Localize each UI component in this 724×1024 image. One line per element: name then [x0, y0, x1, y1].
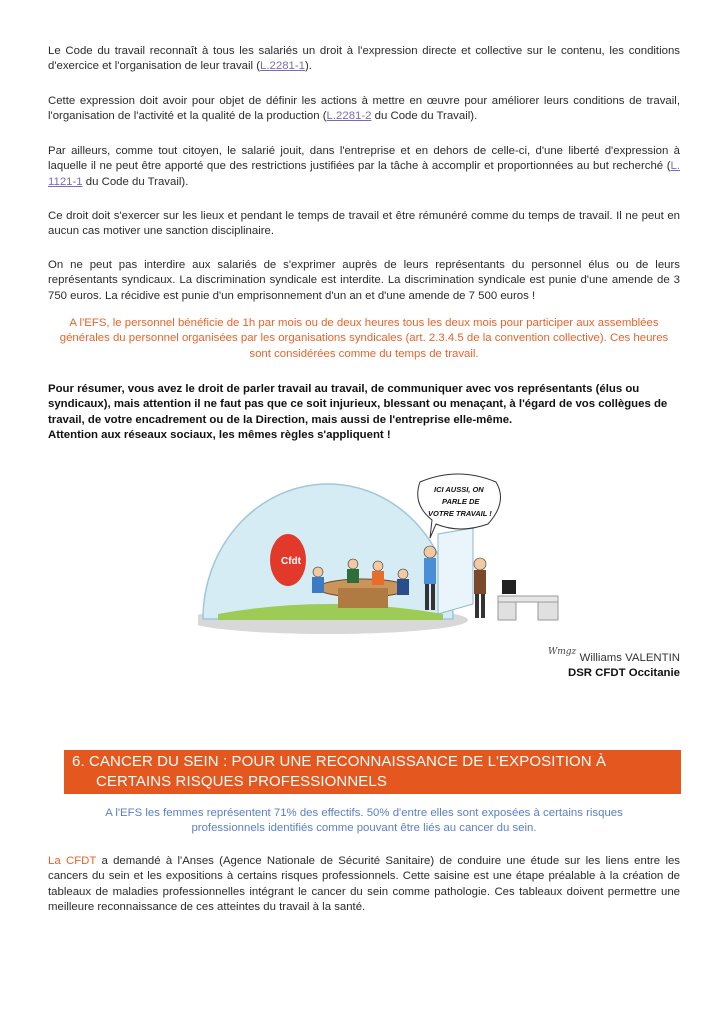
- person-icon: [424, 558, 436, 584]
- paragraph-expression-purpose: Cette expression doit avoir pour objet de définir les actions à mettre en œuvre pour améliorer leurs conditions de travail, l'organisation de l'activité et la qualité de la production (L.2281-2 du Code du Travail).: [48, 95, 680, 123]
- link-l1121-1[interactable]: L. 1121-1: [48, 160, 680, 188]
- person-icon: [347, 569, 359, 583]
- speech-bubble-text: ICI AUSSI, ON PARLE DE VOTRE TRAVAIL !: [428, 485, 492, 518]
- person-icon: [397, 579, 409, 595]
- person-icon: [312, 577, 324, 593]
- section-6-title-line-2: CERTAINS RISQUES PROFESSIONNELS: [96, 773, 387, 790]
- author-role: DSR CFDT Occitanie: [567, 667, 680, 679]
- summary-paragraph: [48, 382, 680, 444]
- link-l2281-2[interactable]: L.2281-2: [326, 110, 372, 123]
- efs-hours-note: A l'EFS, le personnel bénéficie de 1h par mois ou de deux heures tous les deux mois pour participer aux assemblées générales du personnel organisées par les organisations syndicales (art. 2.3.4.5 de la convention collective). Ces heures sont considérées comme du temps de travail.: [59, 317, 669, 360]
- person-icon: [474, 570, 486, 594]
- summary-line-2: Attention aux réseaux sociaux, les mêmes règles s'appliquent !: [48, 429, 391, 442]
- paragraph-union-discrimination: On ne peut pas interdire aux salariés de s'exprimer auprès de leurs représentants du personnel élus ou de leurs représentants syndicaux. La discrimination syndicale est interdite. La discrimination syndicale est punie d'une amende de 3 750 euros. La récidive est punie d'un emprisonnement d'un an et d'une amende de 7 500 euros !: [48, 259, 680, 302]
- paragraph-working-time: Ce droit doit s'exercer sur les lieux et pendant le temps de travail et être rémunéré comme du temps de travail. Il ne peut en aucun cas motiver une sanction disciplinaire.: [48, 210, 680, 238]
- computer-monitor-icon: [502, 580, 516, 594]
- section-6-title-line-1: 6. CANCER DU SEIN : POUR UNE RECONNAISSANCE DE L'EXPOSITION À: [72, 753, 607, 770]
- cfdt-highlight: La CFDT: [48, 855, 97, 867]
- person-icon: [372, 571, 384, 585]
- section-6-banner: [64, 750, 681, 794]
- cartoon-illustration: [198, 454, 598, 674]
- link-l2281-1[interactable]: L.2281-1: [260, 60, 305, 73]
- author-signature: [568, 651, 680, 681]
- section-6-body: La CFDT a demandé à l'Anses (Agence Nationale de Sécurité Sanitaire) de conduire une étude sur les liens entre les cancers du sein et les expositions à certains risques professionnels. Cette saisine est une étape préalable à la création de tableaux de maladies professionnelles intégrant le cancer du sein comme pathologie. Ces tableaux doivent permettre une meilleure reconnaissance de ces atteintes du travail à la santé.: [48, 855, 680, 914]
- cfdt-logo-text: Cfdt: [281, 556, 301, 567]
- author-name: Williams VALENTIN: [579, 652, 680, 664]
- summary-line-1: Pour résumer, vous avez le droit de parler travail au travail, de communiquer avec vos représentants (élus ou syndicaux), mais attention il ne faut pas que ce soit injurieux, blessant ou menaçant, à l'égard de vos collègues de travail, de votre encadrement ou de la Direction, mais aussi de l'entreprise elle-même.: [48, 383, 668, 426]
- artist-signature: Wmgz: [548, 647, 577, 657]
- paragraph-freedom-of-expression: Par ailleurs, comme tout citoyen, le salarié jouit, dans l'entreprise et en dehors de celle-ci, d'une liberté d'expression à laquelle il ne peut être apporté que des restrictions justifiées par la tâche à accomplir et proportionnées au but recherché (L. 1121-1 du Code du Travail).: [48, 145, 680, 188]
- paragraph-expression-right: Le Code du travail reconnaît à tous les salariés un droit à l'expression directe et collective sur le contenu, les conditions d'exercice et l'organisation de leur travail (L.2281-1).: [48, 45, 680, 73]
- section-6-intro: A l'EFS les femmes représentent 71% des effectifs. 50% d'entre elles sont exposées à certains risques professionnels identifiés comme pouvant être liés au cancer du sein.: [105, 807, 623, 835]
